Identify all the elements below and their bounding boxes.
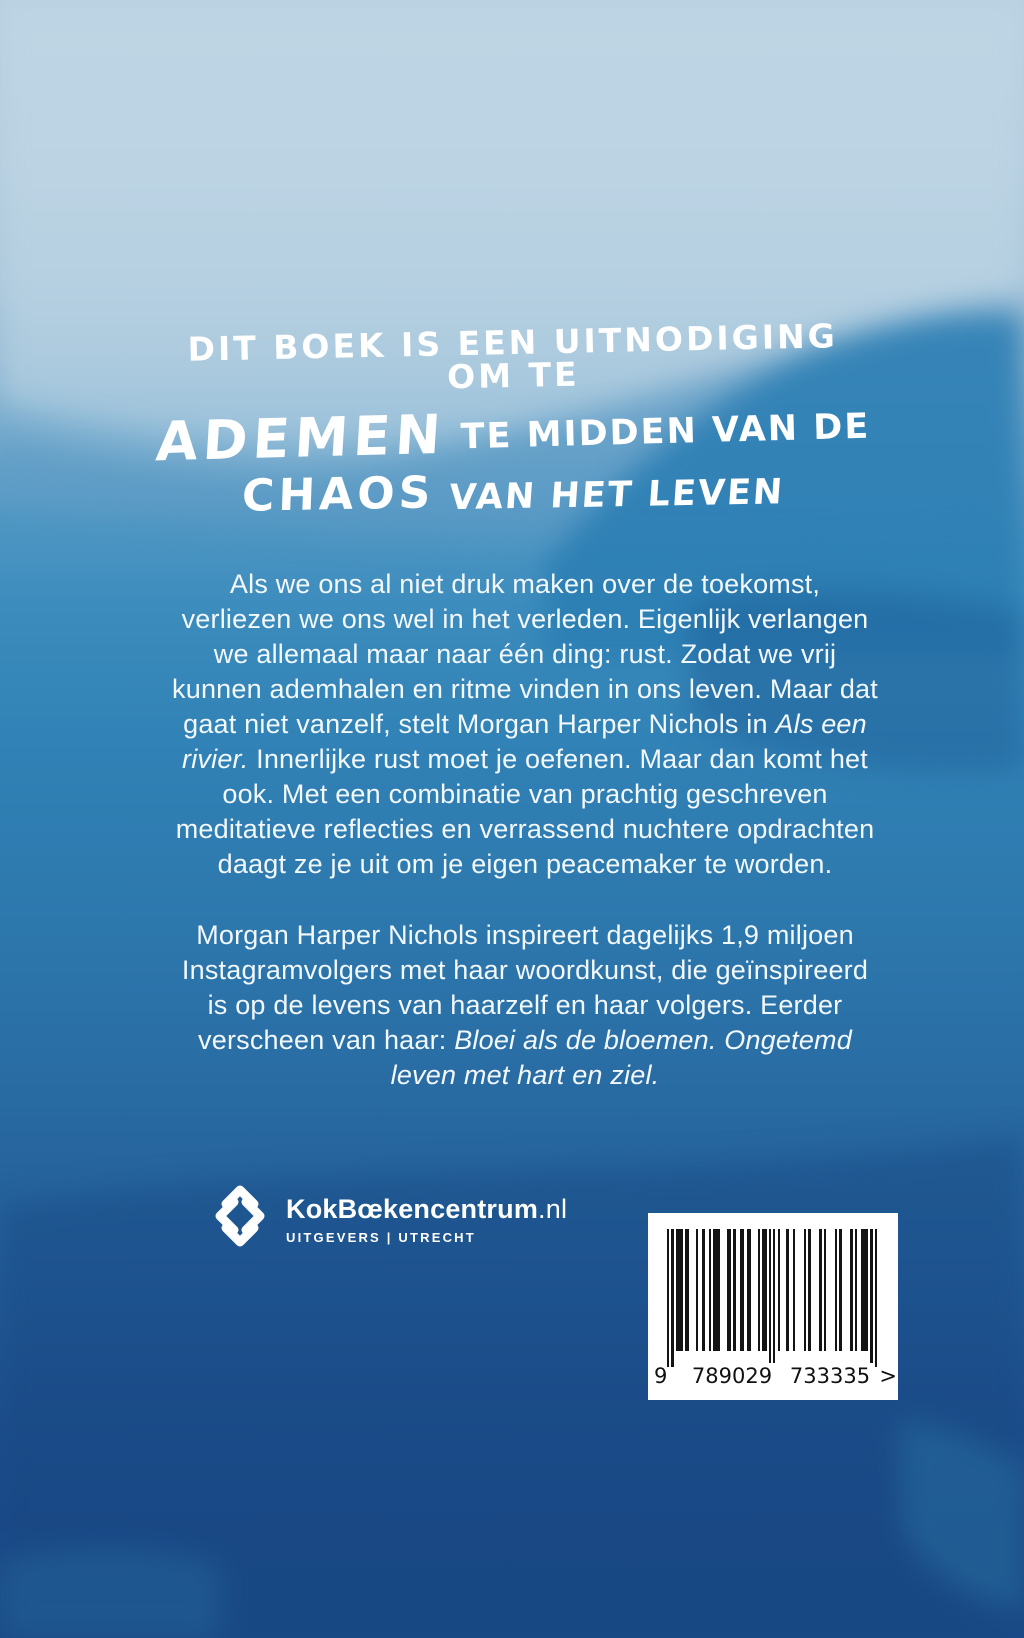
tagline-word-chaos: CHAOS — [240, 467, 435, 522]
blurb-paragraph-1: Als we ons al niet druk maken over de toekomst, verliezen we ons wel in het verleden. Eigenlijk verlangen we allemaal maar naar één ding: rust. Zodat we vrij kunnen ademhalen en ritme vinden in ons leven. Maar dat gaat niet vanzelf, stelt Morgan Harper Nichols in Als een rivier. Innerlijke rust moet je oefenen. Maar dan komt het ook. Met een combinatie van prachtig geschreven meditatieve reflecties en verrassend nuchtere opdrachten daagt ze je uit om je eigen peacemaker te worden. — [172, 569, 878, 879]
publisher-logo — [208, 1172, 567, 1252]
tagline-line2 — [149, 397, 876, 474]
tagline-line3-big: VAN HET LEVEN — [448, 472, 786, 519]
barcode-digits — [648, 1363, 898, 1393]
publisher-subtitle: UITGEVERS | UTRECHT — [286, 1230, 476, 1245]
barcode-digits-right: 733335 — [785, 1363, 875, 1389]
publisher-text — [286, 1172, 567, 1245]
blurb-paragraph-2: Morgan Harper Nichols inspireert dagelijks 1,9 miljoen Instagramvolgers met haar woordkunst, die geïnspireerd is op de levens van haarzelf en haar volgers. Eerder verscheen van haar: Bloei als de bloemen. Ongetemd leven met hart en ziel. — [181, 920, 869, 1090]
tagline-word-ademen: ADEMEN — [153, 402, 448, 474]
publisher-name-main: KokBœkencentrum — [286, 1194, 539, 1224]
publisher-name-suffix: .nl — [538, 1194, 568, 1224]
publisher-name — [286, 1196, 567, 1223]
barcode — [648, 1213, 898, 1400]
tagline-line2-rest: TE MIDDEN VAN DE — [460, 406, 871, 458]
tagline-line3 — [150, 464, 877, 522]
barcode-arrow: > — [879, 1364, 897, 1388]
barcode-digits-left: 789029 — [687, 1363, 777, 1389]
chevron-star-icon — [208, 1180, 272, 1252]
barcode-bars — [667, 1229, 877, 1369]
tagline — [150, 316, 876, 522]
barcode-digit-lead: 9 — [654, 1364, 668, 1388]
tagline-line1: DIT BOEK IS EEN UITNODIGING OM TE — [187, 316, 839, 397]
